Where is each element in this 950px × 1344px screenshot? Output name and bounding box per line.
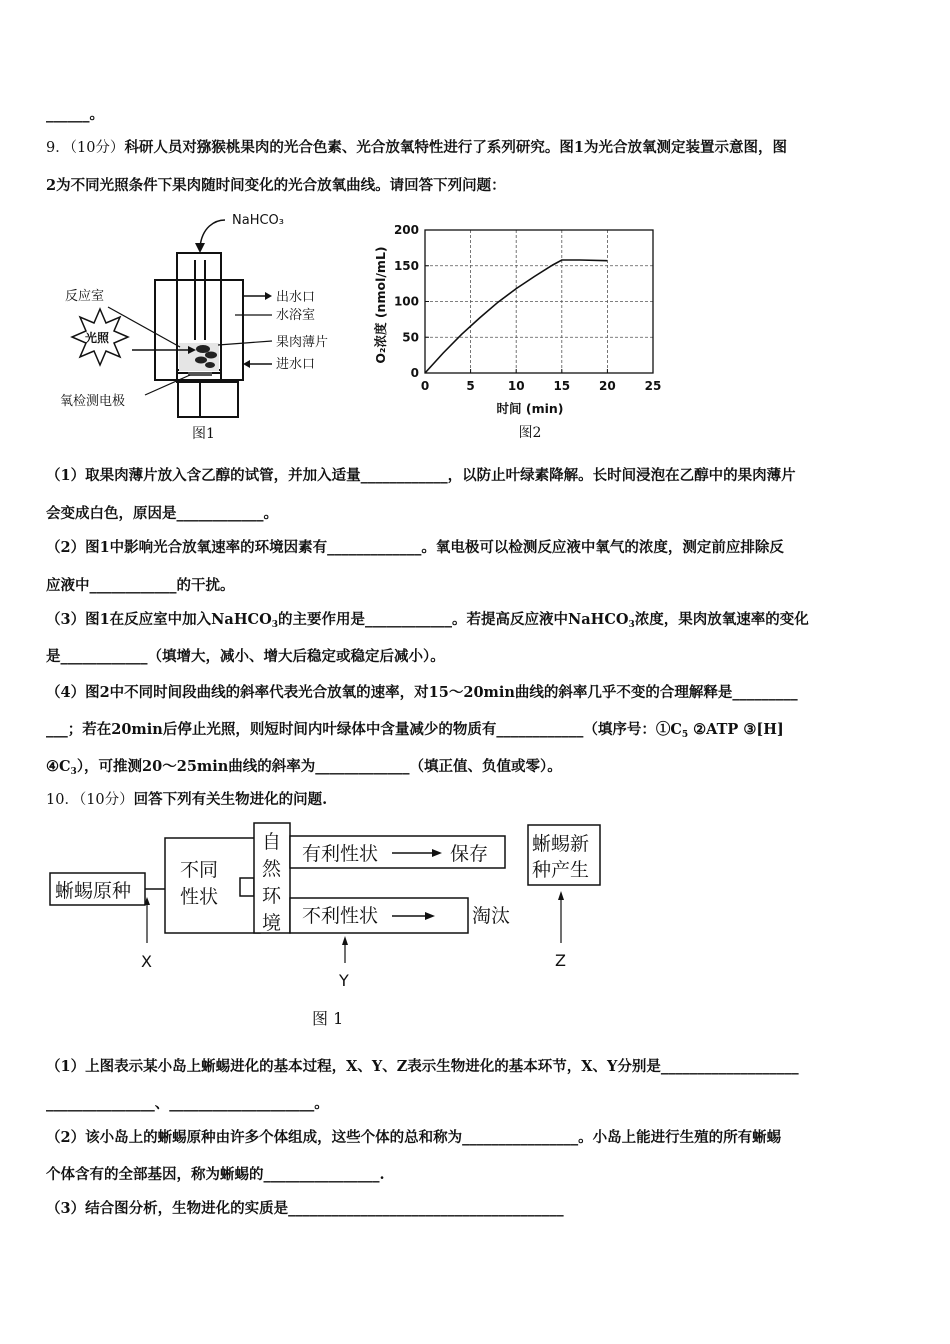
q9-part2-line-1: （2）图1中影响光合放氧速率的环境因素有_____________。氧电极可以检测反应液中氧气的浓度，测定前应排除反 [46,539,784,556]
y-tick-label: 50 [402,330,419,345]
q9-part2-line-2: 应液中____________的干扰。 [46,577,235,594]
original-species: 蜥蜴原种 [55,880,132,902]
x-tick-label: 25 [644,379,662,393]
env-char-2: 然 [262,858,282,880]
label-y: Y [339,971,349,990]
y-tick-label: 100 [393,294,419,309]
q10-intro-line [46,790,327,810]
figure-1-apparatus [40,205,360,445]
q9-intro-line-1 [46,138,787,158]
q9-part4-line-1: （4）图2中不同时间段曲线的斜率代表光合放氧的速率，对15～20min曲线的斜率几乎不变的合理解释是_________ [46,684,798,701]
q10-number: 10．（10分） [46,792,134,808]
label-fruit-slice: 果肉薄片 [276,335,329,350]
evolution-figure-caption: 图 1 [312,1009,344,1028]
x-tick-label: 10 [507,379,525,393]
label-water-outlet: 出水口 [276,290,316,305]
label-nahco3: NaHCO₃ [232,213,284,228]
unfavorable-traits: 不利性状 [302,905,379,927]
label-water-bath: 水浴室 [276,308,316,323]
x-tick-label: 20 [599,379,616,393]
label-z: Z [555,951,566,970]
q10-part3-line: （3）结合图分析，生物进化的实质是______________________________________ [46,1200,564,1217]
evolution-diagram [40,818,640,1033]
chart-x-axis-label: 时间 (min) [496,401,564,416]
q9-part4-line-3: $④C_3$），可推测20～25min曲线的斜率为_____________（填正值、负值或零）。 [46,758,562,777]
label-reaction-chamber: 反应室 [65,289,105,304]
q9-part3-line-2: 是____________（填增大，减小、增大后稳定或稳定后减小）。 [46,648,445,665]
q10-part2-line-1: （2）该小岛上的蜥蜴原种由许多个体组成，这些个体的总和称为________________。小岛上能进行生殖的所有蜥蜴 [46,1129,782,1146]
q9-part1-line-2: 会变成白色，原因是____________。 [46,505,278,522]
q10-intro-text: 回答下列有关生物进化的问题. [133,791,328,808]
x-tick-label: 0 [420,379,430,393]
chart-y-axis-label: O₂浓度 (nmol/mL) [373,246,388,364]
label-x: X [141,952,152,971]
q10-part1-line-2: _______________、____________________。 [46,1095,329,1112]
preserved: 保存 [450,843,489,865]
top-answer-blank: ______。 [46,106,104,123]
q9-part3-line-1: （3）图1在反应室中加入NaHCO$_3$的主要作用是____________。若提高反应液中NaHCO$_3$浓度，果肉放氧速率的变化 [46,611,809,630]
env-char-1: 自 [262,831,282,853]
label-electrode: 氧检测电极 [60,394,126,409]
figure-2-chart [365,210,685,445]
q9-part4-line-2: ___；若在20min后停止光照，则短时间内叶绿体中含量减少的物质有____________（填序号：$①C_5$ ②ATP ③[H] [46,721,784,740]
figure-2-caption: 图2 [518,425,542,441]
q9-intro-line-2: 2为不同光照条件下果肉随时间变化的光合放氧曲线。请回答下列问题： [46,177,506,194]
x-tick-label: 5 [466,379,475,393]
x-tick-label: 15 [553,379,571,393]
different-traits-1: 不同 [180,859,219,881]
different-traits-2: 性状 [180,886,219,908]
env-char-3: 环 [262,885,282,907]
y-tick-label: 200 [393,223,419,237]
favorable-traits: 有利性状 [302,843,379,865]
chart-frame [425,230,653,373]
eliminated: 淘汰 [472,905,511,927]
q10-part2-line-2: 个体含有的全部基因，称为蜥蜴的________________. [46,1166,385,1183]
y-tick-label: 0 [410,366,419,380]
label-water-inlet: 进水口 [276,357,316,372]
q10-part1-line-1: （1）上图表示某小岛上蜥蜴进化的基本过程，X、Y、Z表示生物进化的基本环节，X、Y分别是___________________ [46,1058,799,1075]
q9-intro-text-1: 科研人员对猕猴桃果肉的光合色素、光合放氧特性进行了系列研究。图1为光合放氧测定装置示意图，图 [124,139,788,156]
new-species-1: 蜥蜴新 [532,833,590,855]
new-species-2: 种产生 [532,859,590,881]
q9-number: 9．（10分） [46,140,125,156]
figure-1-caption: 图1 [192,426,215,442]
label-light: 光照 [85,331,110,345]
q9-part1-line-1: （1）取果肉薄片放入含乙醇的试管，并加入适量____________，以防止叶绿素降解。长时间浸泡在乙醇中的果肉薄片 [46,467,796,484]
y-tick-label: 150 [393,258,419,273]
env-char-4: 境 [262,912,282,934]
